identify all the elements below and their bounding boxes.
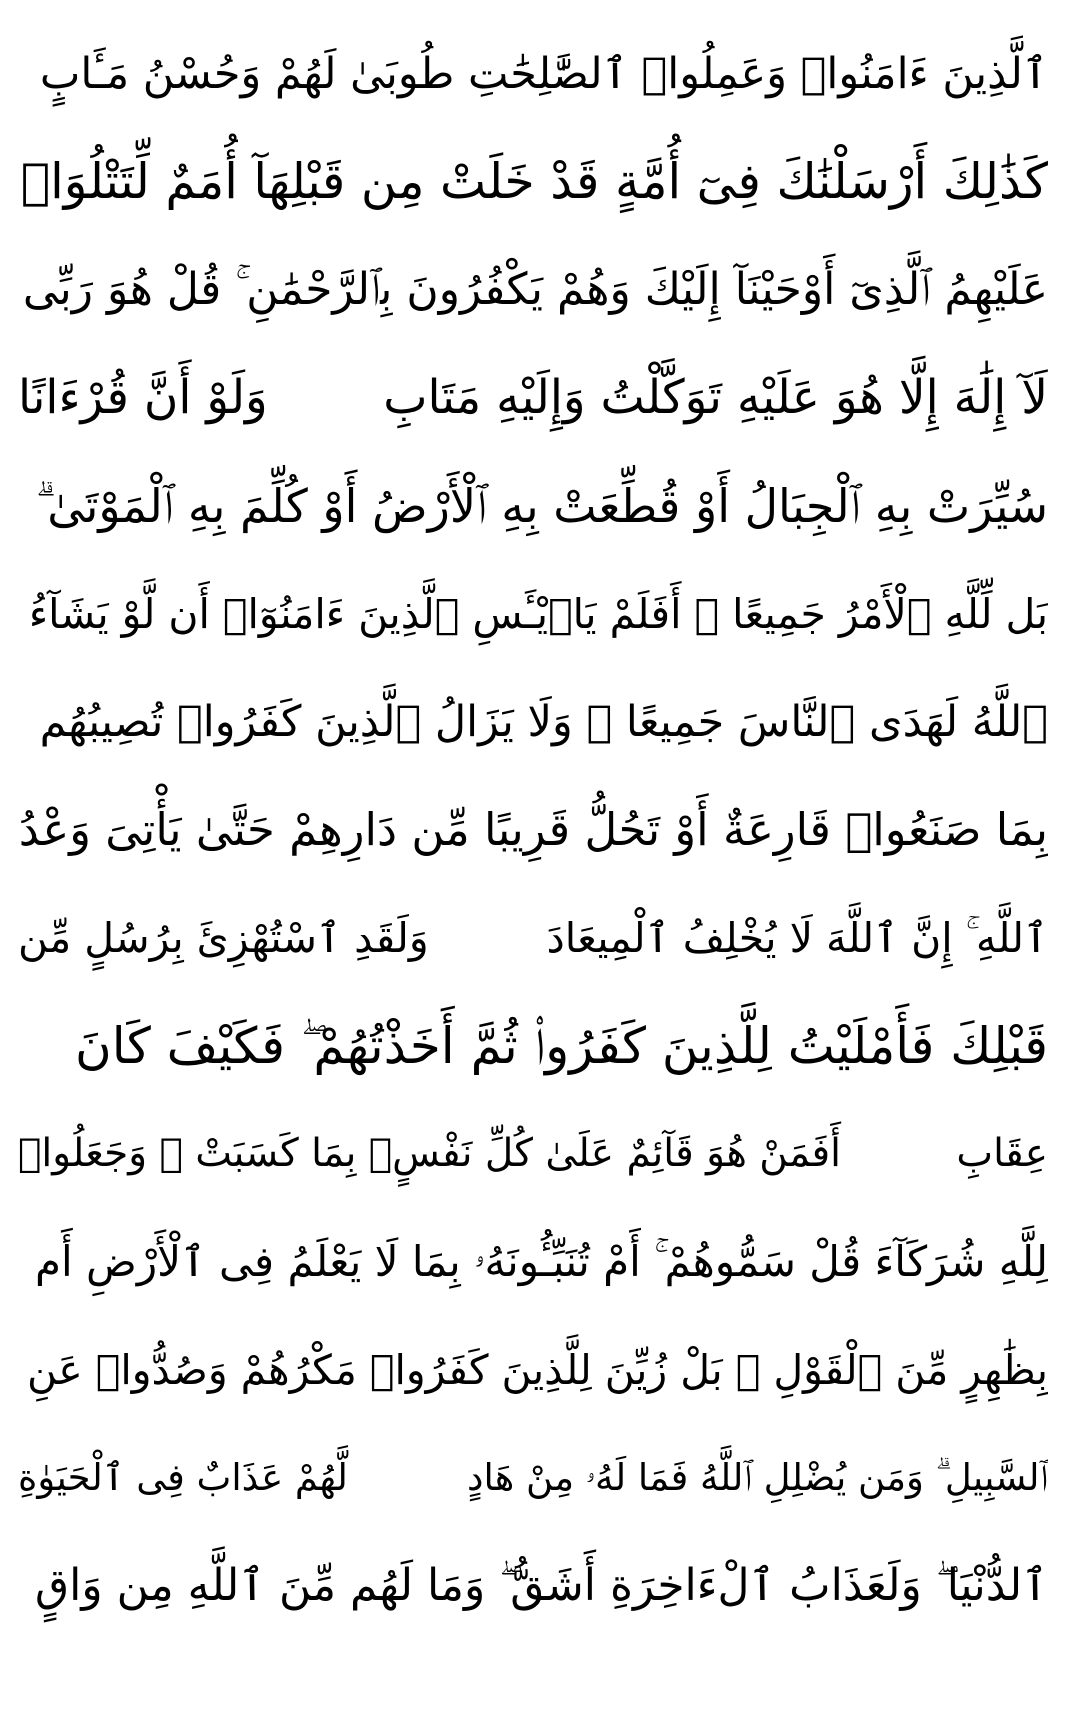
text-line-8: [18, 776, 1048, 884]
line-text-right: ٱللَّهِ ۚ إِنَّ ٱللَّهَ لَا يُخْلِفُ ٱلْمِيعَادَ: [546, 914, 1048, 962]
text-line-15: [18, 1532, 1048, 1640]
verse-lines: [18, 20, 1048, 1640]
line-text-left: لَّهُمْ عَذَابٌ فِى ٱلْحَيَوٰةِ: [18, 1456, 348, 1499]
line-text: قَبْلِكَ فَأَمْلَيْتُ لِلَّذِينَ كَفَرُوا۟ ثُمَّ أَخَذْتُهُمْ ۖ فَكَيْفَ كَانَ: [75, 1017, 1048, 1075]
line-text: ٱلَّذِينَ ءَامَنُوا۟ وَعَمِلُوا۟ ٱلصَّٰلِحَٰتِ طُوبَىٰ لَهُمْ وَحُسْنُ مَـَٔابٍ: [39, 49, 1048, 99]
text-line-9: [18, 884, 1048, 992]
line-text-right: ٱلسَّبِيلِ ۗ وَمَن يُضْلِلِ ٱللَّهُ فَمَا لَهُۥ مِنْ هَادٍ: [467, 1456, 1048, 1499]
line-text: كَذَٰلِكَ أَرْسَلْنَٰكَ فِىٓ أُمَّةٍ قَدْ خَلَتْ مِن قَبْلِهَآ أُمَمٌ لِّتَتْلُوَا۟: [20, 153, 1048, 210]
line-text: لِلَّهِ شُرَكَآءَ قُلْ سَمُّوهُمْ ۚ أَمْ تُنَبِّـُٔونَهُۥ بِمَا لَا يَعْلَمُ فِى ٱلْأَرْضِ أَم: [35, 1237, 1048, 1286]
line-text: سُيِّرَتْ بِهِ ٱلْجِبَالُ أَوْ قُطِّعَتْ بِهِ ٱلْأَرْضُ أَوْ كُلِّمَ بِهِ ٱلْمَوْتَىٰ ۗ: [35, 479, 1048, 533]
line-text-left: أَفَمَنْ هُوَ قَآئِمٌ عَلَىٰ كُلِّ نَفْسٍۭ بِمَا كَسَبَتْ ۗ وَجَعَلُوا۟: [18, 1131, 841, 1176]
line-text-right: عِقَابِ: [956, 1131, 1048, 1176]
line-text: بِمَا صَنَعُوا۟ قَارِعَةٌ أَوْ تَحُلُّ قَرِيبًا مِّن دَارِهِمْ حَتَّىٰ يَأْتِىَ وَعْدُ: [18, 803, 1048, 856]
text-line-2: [18, 128, 1048, 236]
text-line-11: [18, 1100, 1048, 1208]
text-line-6: [18, 560, 1048, 668]
text-line-10: [18, 992, 1048, 1100]
text-line-12: [18, 1208, 1048, 1316]
line-text: ٱلدُّنْيَا ۖ وَلَعَذَابُ ٱلْءَاخِرَةِ أَشَقُّ ۖ وَمَا لَهُم مِّنَ ٱللَّهِ مِن وَاقٍ: [35, 1560, 1048, 1611]
text-line-5: [18, 452, 1048, 560]
text-line-14: [18, 1424, 1048, 1532]
line-text-left: وَلَوْ أَنَّ قُرْءَانًا: [18, 370, 268, 425]
line-text-left: وَلَقَدِ ٱسْتُهْزِئَ بِرُسُلٍ مِّن: [18, 914, 429, 962]
line-text: ٱللَّهُ لَهَدَى ٱلنَّاسَ جَمِيعًا ۗ وَلَا يَزَالُ ٱلَّذِينَ كَفَرُوا۟ تُصِيبُهُم: [39, 697, 1048, 747]
text-line-7: [18, 668, 1048, 776]
line-text: بَل لِّلَّهِ ٱلْأَمْرُ جَمِيعًا ۗ أَفَلَمْ يَا۟يْـَٔسِ ٱلَّذِينَ ءَامَنُوٓا۟ أَن لَّوْ يَشَآءُ: [28, 590, 1048, 638]
text-line-4: [18, 344, 1048, 452]
text-line-1: [18, 20, 1048, 128]
text-line-3: [18, 236, 1048, 344]
text-line-13: [18, 1316, 1048, 1424]
line-text: عَلَيْهِمُ ٱلَّذِىٓ أَوْحَيْنَآ إِلَيْكَ وَهُمْ يَكْفُرُونَ بِٱلرَّحْمَٰنِ ۚ قُلْ هُوَ رَبِّى: [22, 264, 1048, 315]
line-text: بِظَٰهِرٍ مِّنَ ٱلْقَوْلِ ۗ بَلْ زُيِّنَ لِلَّذِينَ كَفَرُوا۟ مَكْرُهُمْ وَصُدُّوا۟ عَنِ: [27, 1346, 1048, 1394]
line-text-right: لَآ إِلَٰهَ إِلَّا هُوَ عَلَيْهِ تَوَكَّلْتُ وَإِلَيْهِ مَتَابِ: [383, 370, 1048, 425]
